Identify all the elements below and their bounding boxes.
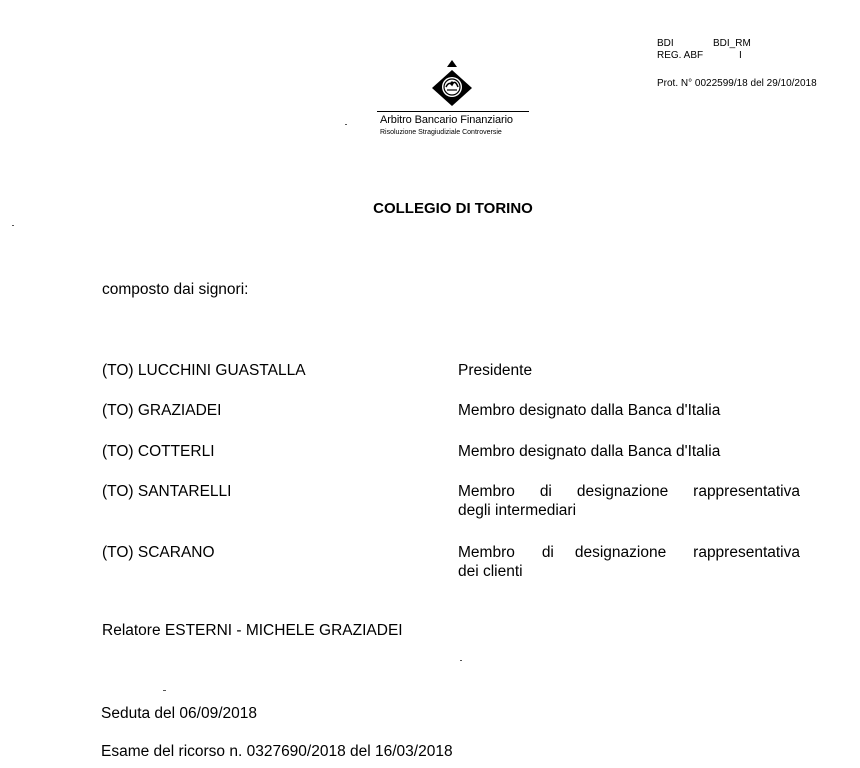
role-word: designazione (576, 483, 669, 500)
member-role-line: degli intermediari (458, 502, 577, 519)
role-word: designazione (574, 544, 667, 561)
member-name: (TO) SCARANO (102, 544, 215, 561)
role-word: rappresentativa (693, 483, 800, 500)
member-role-line: dei clienti (458, 563, 523, 580)
protocol-label: REG. ABF (657, 50, 704, 61)
scan-speck (12, 225, 14, 226)
protocol-value: BDI_RM (713, 38, 751, 49)
member-role-line (458, 543, 800, 562)
member-role (458, 543, 800, 581)
member-name: (TO) COTTERLI (102, 443, 215, 460)
relatore-line: Relatore ESTERNI - MICHELE GRAZIADEI (102, 622, 403, 639)
role-word: di (541, 544, 554, 561)
scan-speck (460, 660, 462, 661)
member-name: (TO) LUCCHINI GUASTALLA (102, 362, 306, 379)
member-role: Presidente (458, 362, 533, 379)
logo-title: Arbitro Bancario Finanziario (380, 114, 513, 126)
member-name: (TO) GRAZIADEI (102, 402, 222, 419)
protocol-block (657, 38, 751, 62)
abf-logo (372, 58, 532, 140)
member-role: Membro designato dalla Banca d'Italia (458, 402, 721, 419)
member-role-line (458, 482, 800, 501)
seduta-line: Seduta del 06/09/2018 (101, 705, 257, 722)
role-word: Membro (458, 544, 515, 561)
logo-rule (377, 111, 529, 112)
protocol-number: Prot. N° 0022599/18 del 29/10/2018 (657, 78, 817, 89)
scan-speck (163, 690, 166, 691)
protocol-value: I (739, 50, 742, 61)
composition-intro: composto dai signori: (102, 281, 249, 298)
collegio-heading: COLLEGIO DI TORINO (373, 200, 533, 217)
protocol-row-bdi (657, 38, 751, 50)
esame-line: Esame del ricorso n. 0327690/2018 del 16/03/2018 (101, 743, 453, 760)
logo-subtitle: Risoluzione Stragiudiziale Controversie (380, 129, 502, 136)
protocol-label: BDI (657, 38, 674, 49)
role-word: rappresentativa (693, 544, 800, 561)
role-word: Membro (458, 483, 515, 500)
role-word: di (539, 483, 552, 500)
member-name: (TO) SANTARELLI (102, 483, 232, 500)
member-role (458, 482, 800, 520)
abf-emblem-icon (422, 58, 482, 110)
protocol-row-reg-abf (657, 50, 751, 62)
member-role: Membro designato dalla Banca d'Italia (458, 443, 721, 460)
scan-speck (345, 124, 347, 125)
